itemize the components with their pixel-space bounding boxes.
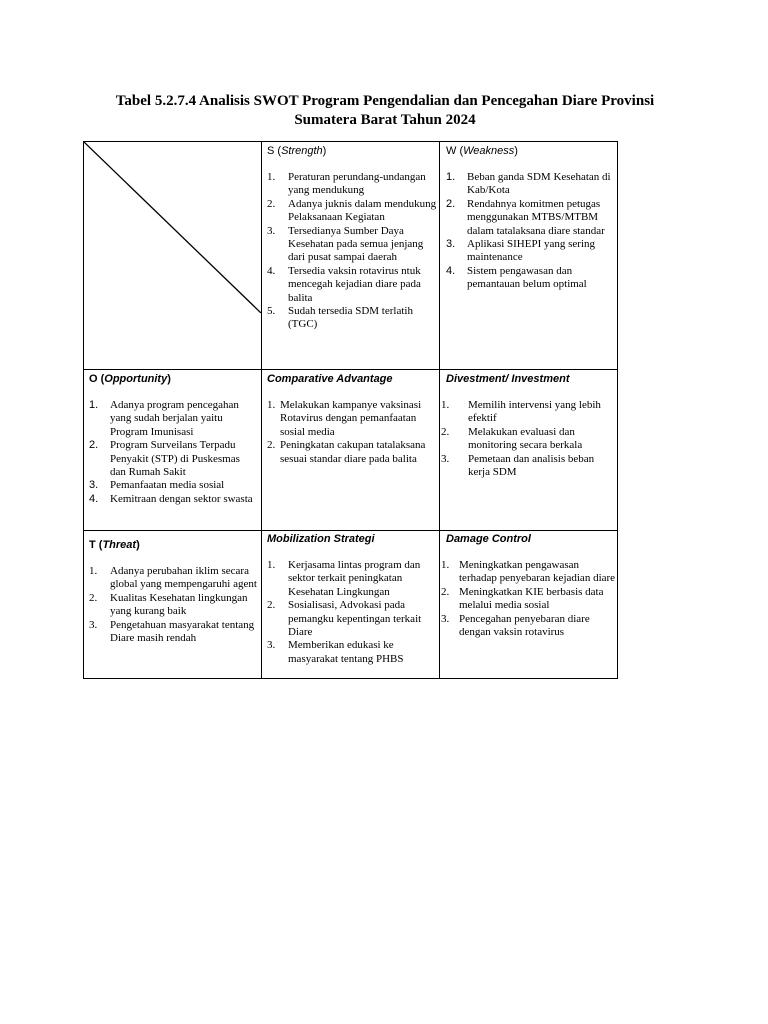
opportunity-heading-prefix: O ( bbox=[89, 373, 105, 385]
opportunity-heading bbox=[89, 373, 257, 385]
threat-heading-prefix: T ( bbox=[89, 539, 103, 551]
strength-item-text: Adanya juknis dalam mendukung Pelaksanaan Kegiatan bbox=[288, 197, 437, 224]
column-divider-1 bbox=[261, 142, 262, 678]
threat-list bbox=[89, 565, 257, 645]
damage-control-item: 2. Meningkatkan KIE berbasis data melalui media sosial bbox=[441, 585, 604, 612]
comparative-advantage-item-text: Peningkatan cakupan tatalaksana sesuai standar diare pada balita bbox=[280, 439, 426, 465]
divestment-item-text: Pemetaan dan analisis beban kerja SDM bbox=[468, 452, 595, 479]
weakness-cell bbox=[446, 145, 616, 292]
corner-diagonal bbox=[84, 142, 261, 313]
mobilization-item: 3. Memberikan edukasi ke masyarakat tentang PHBS bbox=[267, 639, 404, 665]
weakness-heading-prefix: W ( bbox=[446, 145, 464, 157]
damage-control-cell bbox=[441, 533, 616, 639]
weakness-list bbox=[446, 171, 616, 292]
weakness-item-text: Beban ganda SDM Kesehatan di Kab/Kota bbox=[467, 171, 611, 197]
swot-table bbox=[83, 141, 618, 679]
strength-list bbox=[267, 171, 437, 332]
damage-control-item-text: Meningkatkan KIE berbasis data melalui media sosial bbox=[459, 585, 604, 612]
divestment-list bbox=[441, 399, 616, 479]
comparative-advantage-cell bbox=[267, 373, 437, 466]
weakness-item-text: Rendahnya komitmen petugas menggunakan MTBS/MTBM dalam tatalaksana diare standar bbox=[467, 197, 605, 237]
weakness-heading-word: Weakness bbox=[463, 145, 515, 157]
threat-item-text: Pengetahuan masyarakat tentang Diare masih rendah bbox=[110, 618, 255, 645]
row-divider-2 bbox=[84, 530, 617, 531]
threat-heading-word: Threat bbox=[102, 539, 137, 551]
mobilization-item-text: Kerjasama lintas program dan sektor terkait peningkatan Kesehatan Lingkungan bbox=[288, 559, 421, 598]
strength-item-text: Peraturan perundang-undangan yang mendukung bbox=[288, 171, 426, 197]
weakness-item: 1. Beban ganda SDM Kesehatan di Kab/Kota bbox=[446, 171, 611, 197]
opportunity-item: 2. Program Surveilans Terpadu Penyakit (STP) di Puskesmas dan Rumah Sakit bbox=[89, 439, 240, 479]
damage-control-item: 1. Meningkatkan pengawasan terhadap penyebaran kejadian diare bbox=[441, 559, 616, 585]
table-title-line-2: Sumatera Barat Tahun 2024 bbox=[294, 112, 476, 128]
divestment-item: 2. Melakukan evaluasi dan monitoring secara berkala bbox=[441, 425, 583, 452]
mobilization-list bbox=[267, 559, 437, 666]
opportunity-list bbox=[89, 399, 257, 506]
weakness-heading bbox=[446, 145, 616, 157]
divestment-cell bbox=[441, 373, 616, 479]
strength-heading-suffix: ) bbox=[322, 145, 327, 157]
damage-control-heading: Damage Control bbox=[446, 533, 531, 545]
comparative-advantage-item: 2. Peningkatan cakupan tatalaksana sesuai standar diare pada balita bbox=[267, 439, 426, 465]
divestment-item-text: Melakukan evaluasi dan monitoring secara berkala bbox=[468, 425, 583, 452]
strength-item: 4. Tersedia vaksin rotavirus ntuk mencegah kejadian diare pada balita bbox=[267, 264, 421, 304]
divestment-item: 1. Memilih intervensi yang lebih efektif bbox=[441, 399, 601, 425]
opportunity-item-text: Kemitraan dengan sektor swasta bbox=[110, 492, 253, 505]
row-divider-1 bbox=[84, 369, 617, 370]
strength-heading-word: Strength bbox=[281, 145, 323, 157]
weakness-item: 4. Sistem pengawasan dan pemantauan belum optimal bbox=[446, 264, 587, 291]
strength-heading-prefix: S ( bbox=[267, 145, 282, 157]
opportunity-item: 1. Adanya program pencegahan yang sudah berjalan yaitu Program Imunisasi bbox=[89, 399, 239, 438]
damage-control-item-text: Meningkatkan pengawasan terhadap penyebaran kejadian diare bbox=[459, 559, 616, 585]
weakness-item: 3. Aplikasi SIHEPI yang sering maintenance bbox=[446, 238, 596, 264]
weakness-item-text: Aplikasi SIHEPI yang sering maintenance bbox=[467, 238, 596, 264]
opportunity-item: 3. Pemanfaatan media sosial bbox=[89, 479, 225, 492]
corner-diagonal-line bbox=[84, 142, 261, 313]
table-title-line-1: Tabel 5.2.7.4 Analisis SWOT Program Pengendalian dan Pencegahan Diare Provinsi bbox=[115, 93, 655, 109]
strength-item-text: Tersedia vaksin rotavirus ntuk mencegah kejadian diare pada balita bbox=[288, 264, 421, 304]
comparative-advantage-list bbox=[267, 399, 437, 466]
strength-cell bbox=[267, 145, 437, 332]
strength-item: 1. Peraturan perundang-undangan yang mendukung bbox=[267, 171, 426, 197]
threat-item-text: Adanya perubahan iklim secara global yang mempengaruhi agent bbox=[110, 565, 257, 591]
strength-item: 2. Adanya juknis dalam mendukung Pelaksanaan Kegiatan bbox=[267, 197, 437, 224]
strength-item-text: Sudah tersedia SDM terlatih (TGC) bbox=[288, 305, 413, 331]
mobilization-item-text: Memberikan edukasi ke masyarakat tentang PHBS bbox=[288, 639, 404, 665]
strength-item: 5. Sudah tersedia SDM terlatih (TGC) bbox=[267, 305, 413, 331]
opportunity-heading-suffix: ) bbox=[167, 373, 171, 385]
opportunity-item-text: Pemanfaatan media sosial bbox=[110, 479, 225, 492]
mobilization-item-text: Sosialisasi, Advokasi pada pemangku kepentingan terkait Diare bbox=[288, 599, 422, 639]
strength-heading bbox=[267, 145, 437, 157]
weakness-item-text: Sistem pengawasan dan pemantauan belum optimal bbox=[467, 264, 587, 291]
opportunity-item-text: Adanya program pencegahan yang sudah berjalan yaitu Program Imunisasi bbox=[110, 399, 239, 438]
mobilization-heading: Mobilization Strategi bbox=[267, 533, 375, 545]
comparative-advantage-heading: Comparative Advantage bbox=[267, 373, 393, 385]
threat-item: 3. Pengetahuan masyarakat tentang Diare masih rendah bbox=[89, 618, 255, 645]
opportunity-heading-word: Opportunity bbox=[104, 373, 168, 385]
comparative-advantage-item-text: Melakukan kampanye vaksinasi Rotavirus dengan pemanfaatan sosial media bbox=[280, 399, 422, 438]
mobilization-cell bbox=[267, 533, 437, 666]
threat-cell bbox=[89, 539, 257, 645]
divestment-item: 3. Pemetaan dan analisis beban kerja SDM bbox=[441, 452, 595, 479]
table-title bbox=[60, 92, 710, 130]
opportunity-item-text: Program Surveilans Terpadu Penyakit (STP) di Puskesmas dan Rumah Sakit bbox=[110, 439, 240, 479]
divestment-heading: Divestment/ Investment bbox=[446, 373, 570, 385]
threat-item-text: Kualitas Kesehatan lingkungan yang kurang baik bbox=[110, 591, 248, 618]
strength-item-text: Tersedianya Sumber Daya Kesehatan pada semua jenjang dari pusat sampai daerah bbox=[288, 224, 424, 264]
threat-item: 1. Adanya perubahan iklim secara global yang mempengaruhi agent bbox=[89, 565, 257, 591]
threat-heading-suffix: ) bbox=[136, 539, 140, 551]
divestment-item-text: Memilih intervensi yang lebih efektif bbox=[468, 399, 601, 425]
mobilization-item: 1. Kerjasama lintas program dan sektor terkait peningkatan Kesehatan Lingkungan bbox=[267, 559, 421, 598]
comparative-advantage-item: 1. Melakukan kampanye vaksinasi Rotavirus dengan pemanfaatan sosial media bbox=[267, 399, 422, 438]
strength-item: 3. Tersedianya Sumber Daya Kesehatan pada semua jenjang dari pusat sampai daerah bbox=[267, 224, 424, 264]
weakness-item: 2. Rendahnya komitmen petugas menggunakan MTBS/MTBM dalam tatalaksana diare standar bbox=[446, 197, 605, 237]
damage-control-list bbox=[441, 559, 616, 639]
threat-heading bbox=[89, 539, 257, 551]
threat-item: 2. Kualitas Kesehatan lingkungan yang kurang baik bbox=[89, 591, 248, 618]
damage-control-item-text: Pencegahan penyebaran diare dengan vaksin rotavirus bbox=[459, 612, 590, 639]
opportunity-item: 4. Kemitraan dengan sektor swasta bbox=[89, 492, 253, 505]
opportunity-cell bbox=[89, 373, 257, 506]
damage-control-item: 3. Pencegahan penyebaran diare dengan vaksin rotavirus bbox=[441, 612, 590, 639]
column-divider-2 bbox=[439, 142, 440, 678]
weakness-heading-suffix: ) bbox=[514, 145, 518, 157]
mobilization-item: 2. Sosialisasi, Advokasi pada pemangku kepentingan terkait Diare bbox=[267, 599, 422, 639]
